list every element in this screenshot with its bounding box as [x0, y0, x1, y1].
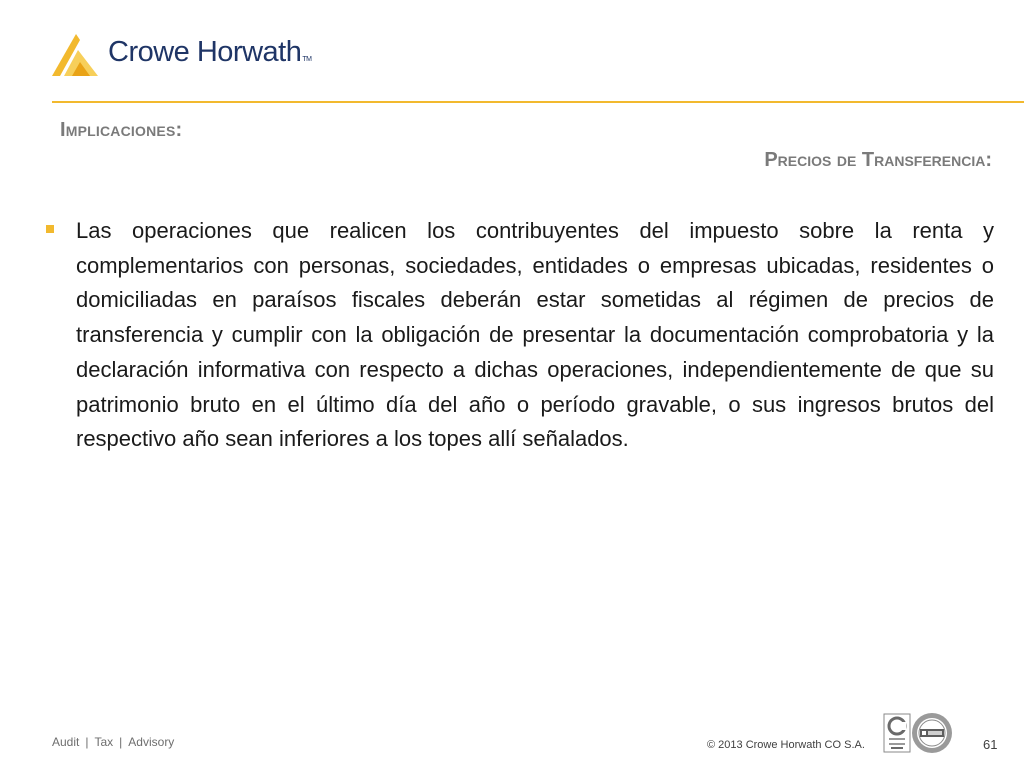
- slide-heading: Implicaciones:: [60, 119, 183, 141]
- iqnet-certification-seal-icon: [911, 712, 953, 754]
- crowe-peak-icon: [50, 32, 100, 78]
- brand-name: [108, 36, 311, 69]
- footer-audit: Audit: [52, 735, 80, 749]
- bullet-paragraph: Las operaciones que realicen los contribuyentes del impuesto sobre la renta y complementarios con personas, sociedades, entidades o empresas ubicadas, residentes o domiciliadas en paraísos fiscales deberán estar sometidas al régimen de precios de transferencia y cumplir con la obligación de presentar la documentación comprobatoria y la declaración informativa con respecto a dichas operaciones, independientemente de que su patrimonio bruto en el último día del año o período gravable, o sus ingresos brutos del respectivo año sean inferiores a los topes allí señalados.: [76, 218, 994, 452]
- footer-separator: |: [119, 735, 123, 749]
- footer-advisory: Advisory: [128, 735, 175, 749]
- brand-name-text: Crowe Horwath: [108, 36, 302, 68]
- page-number: 61: [983, 737, 998, 752]
- slide-subheading: Precios de Transferencia:: [764, 149, 992, 171]
- header-divider: [52, 101, 1024, 103]
- crowe-horwath-logo: [50, 32, 340, 78]
- footer-services: [52, 735, 174, 749]
- brand-trademark: TM: [302, 56, 312, 63]
- iso-certification-icon: [883, 713, 911, 753]
- bullet-square-icon: [46, 225, 54, 233]
- footer-separator: |: [85, 735, 89, 749]
- footer-tax: Tax: [94, 735, 114, 749]
- copyright-notice: © 2013 Crowe Horwath CO S.A.: [707, 739, 865, 751]
- bullet-item: [44, 214, 994, 457]
